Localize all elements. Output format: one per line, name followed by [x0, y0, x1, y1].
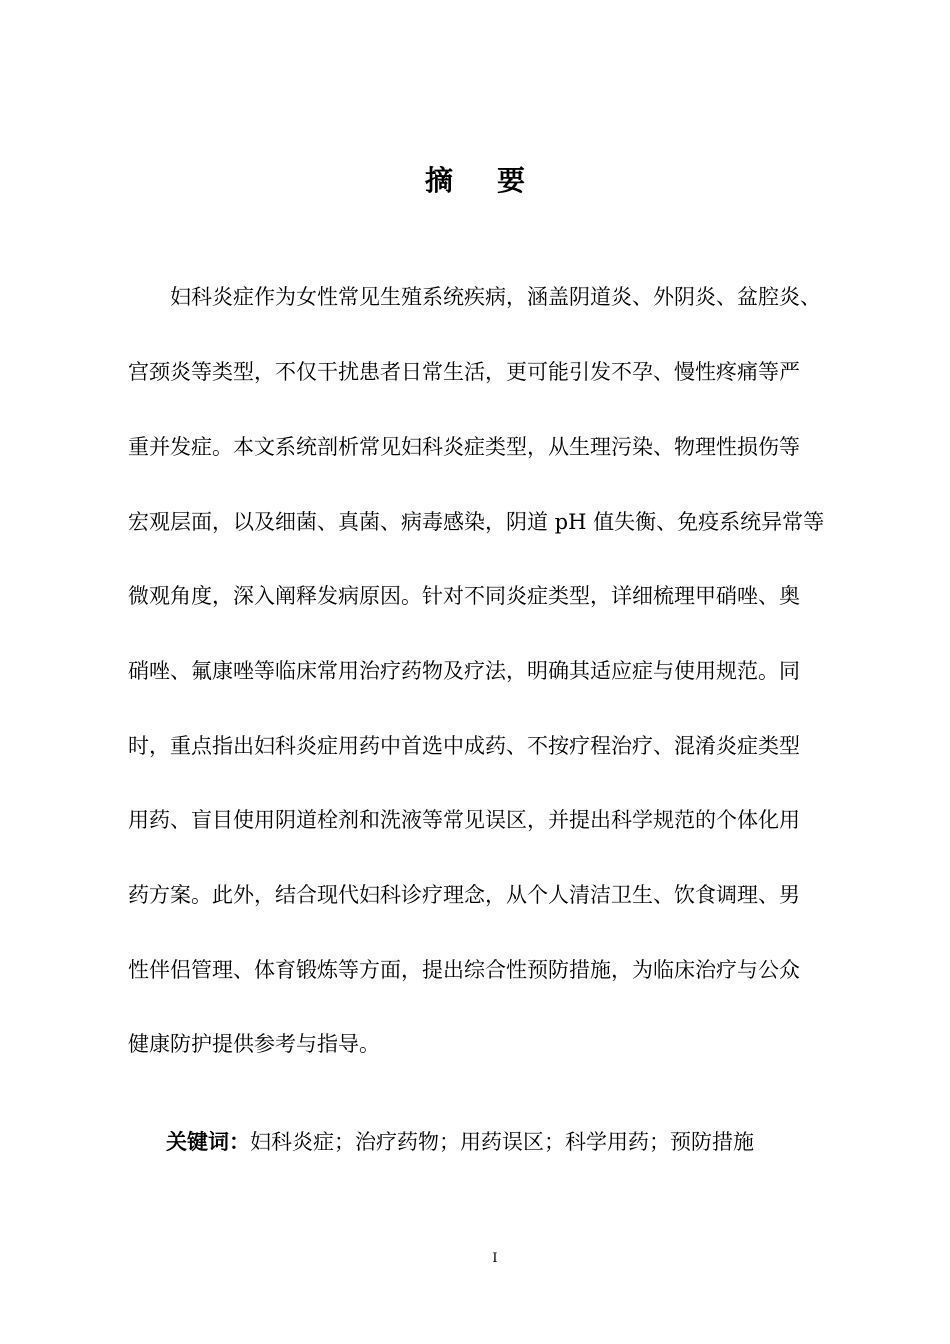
abstract-line-5: 微观角度，深入阐释发病原因。针对不同炎症类型，详细梳理甲硝唑、奥 — [128, 584, 800, 608]
abstract-line-4: 宏观层面，以及细菌、真菌、病毒感染，阴道 pH 值失衡、免疫系统异常等 — [128, 510, 825, 534]
abstract-line-1: 妇科炎症作为女性常见生殖系统疾病，涵盖阴道炎、外阴炎、盆腔炎、 — [170, 285, 821, 309]
abstract-line-2: 宫颈炎等类型，不仅干扰患者日常生活，更可能引发不孕、慢性疼痛等严 — [128, 360, 800, 384]
abstract-line-7: 时，重点指出妇科炎症用药中首选中成药、不按疗程治疗、混淆炎症类型 — [128, 734, 800, 758]
keywords — [166, 1127, 754, 1157]
title-char-1: 摘 — [424, 164, 453, 197]
abstract-line-10: 性伴侣管理、体育锻炼等方面，提出综合性预防措施，为临床治疗与公众 — [128, 958, 800, 982]
page-number: I — [492, 1251, 498, 1266]
keywords-label: 关键词： — [166, 1130, 250, 1154]
abstract-line-6: 硝唑、氟康唑等临床常用治疗药物及疗法，明确其适应症与使用规范。同 — [128, 659, 800, 683]
title-char-2: 要 — [497, 164, 526, 197]
abstract-line-3: 重并发症。本文系统剖析常见妇科炎症类型，从生理污染、物理性损伤等 — [128, 435, 800, 459]
abstract-title — [0, 161, 950, 201]
abstract-line-8: 用药、盲目使用阴道栓剂和洗液等常见误区，并提出科学规范的个体化用 — [128, 808, 800, 832]
keywords-text: 妇科炎症；治疗药物；用药误区；科学用药；预防措施 — [250, 1130, 754, 1154]
abstract-line-9: 药方案。此外，结合现代妇科诊疗理念，从个人清洁卫生、饮食调理、男 — [128, 883, 800, 907]
abstract-line-11: 健康防护提供参考与指导。 — [128, 1032, 380, 1056]
